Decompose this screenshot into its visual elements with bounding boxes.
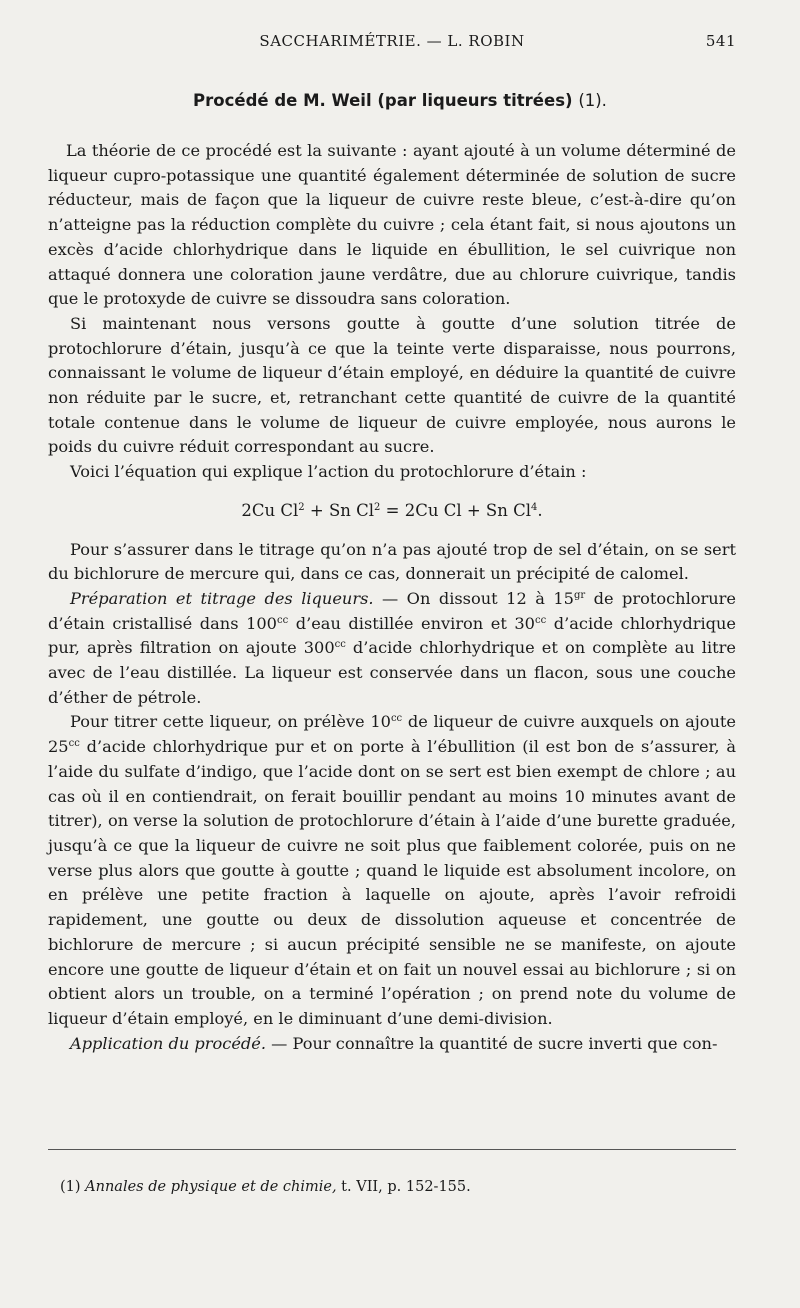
footnote-source: Annales de physique et de chimie, <box>85 1179 337 1195</box>
running-title: SACCHARIMÉTRIE. — L. ROBIN <box>259 32 525 50</box>
paragraph-titration: Pour titrer cette liqueur, on prélève $10^{cc}$ de liqueur de cuivre auxquels on ajoute $25^{cc}$ d’acide chlorhydrique pur et on porte à l’ébullition (il est bon de s’assurer, à l’aide du sulfate d’indigo, que l’acide dont on se sert est bien exempt de chlore ; au cas où il en contiendrait, on ferait bouillir pendant au moins 10 minutes avant de titrer), on verse la solution de protochlorure d’étain à l’aide d’une burette graduée, jusqu’à ce que la liqueur de cuivre ne soit plus que faiblement colorée, puis on ne verse plus alors que goutte à goutte ; quand le liquide est absolument incolore, on en prélève une petite fraction à laquelle on ajoute, après l’avoir refroidi rapidement, une goutte ou deux de dissolution aqueuse et concentrée de bichlorure de mercure ; si aucun précipité sensible ne se manifeste, on ajoute encore une goutte de liqueur d’étain et on fait un nouvel essai au bichlorure ; si on obtient alors un trouble, on a terminé l’opération ; on prend note du volume de liqueur d’étain employé, en le diminuant d’une demi-division. <box>48 712 736 1028</box>
page-header <box>48 32 736 56</box>
footnote-details: t. VII, p. 152-155. <box>336 1179 471 1195</box>
section-title <box>0 91 800 110</box>
paragraph-theory: La théorie de ce procédé est la suivante : ayant ajouté à un volume déterminé de liqueur cupro-potassique une quantité également déterminée de solution de sucre réducteur, mais de façon que la liqueur de cuivre reste bleue, c’est-à-dire qu’on n’atteigne pas la réduction complète du cuivre ; cela étant fait, si nous ajoutons un excès d’acide chlorhydrique dans le liquide en ébullition, le sel cuivrique non attaqué donnera une coloration jaune verdâtre, due au chlorure cuivrique, tandis que le protoxyde de cuivre se dissoudra sans coloration. <box>48 141 736 309</box>
body-text <box>48 139 736 1056</box>
paragraph-preparation: Préparation et titrage des liqueurs. — On dissout 12 à $15^{gr}$ de protochlorure d’étain cristallisé dans $100^{cc}$ d’eau distillée environ et $30^{cc}$ d’acide chlorhydrique pur, après filtration on ajoute $300^{cc}$ d’acide chlorhydrique et on complète au litre avec de l’eau distillée. La liqueur est conservée dans un flacon, sous une couche d’éther de pétrole. <box>48 588 736 707</box>
footnote-divider <box>48 1149 736 1150</box>
paragraph-method: Si maintenant nous versons goutte à goutte d’une solution titrée de protochlorure d’étain, jusqu’à ce que la teinte verte disparaisse, nous pourrons, connaissant le volume de liqueur d’étain employé, en déduire la quantité de cuivre non réduite par le sucre, et, retranchant cette quantité de cuivre de la quantité totale contenue dans le volume de liqueur de cuivre employée, nous aurons le poids du cuivre réduit correspondant au sucre. <box>48 313 736 457</box>
paragraph-application: Application du procédé. — Pour connaître la quantité de sucre inverti que con- <box>70 1033 718 1053</box>
paragraph-mercury-test: Pour s’assurer dans le titrage qu’on n’a pas ajouté trop de sel d’étain, on se sert du bichlorure de mercure qui, dans ce cas, donnerait un précipité de calomel. <box>48 539 736 584</box>
page-number: 541 <box>705 32 736 50</box>
section-title-text: Procédé de M. Weil (par liqueurs titrées) <box>193 91 573 110</box>
paragraph-heading: Application du procédé. <box>70 1033 266 1053</box>
footnote-marker: (1) <box>60 1179 81 1195</box>
chemical-equation: 2Cu $Cl^2 + Sn$ $Cl^2 = 2Cu$ Cl + Sn Cl$^4$. <box>241 500 543 520</box>
footnote-reference: (1). <box>578 91 607 110</box>
paragraph-equation-intro: Voici l’équation qui explique l’action du protochlorure d’étain : <box>70 462 587 482</box>
footnote <box>60 1179 736 1195</box>
paragraph-heading: Préparation et titrage des liqueurs. <box>70 588 374 608</box>
